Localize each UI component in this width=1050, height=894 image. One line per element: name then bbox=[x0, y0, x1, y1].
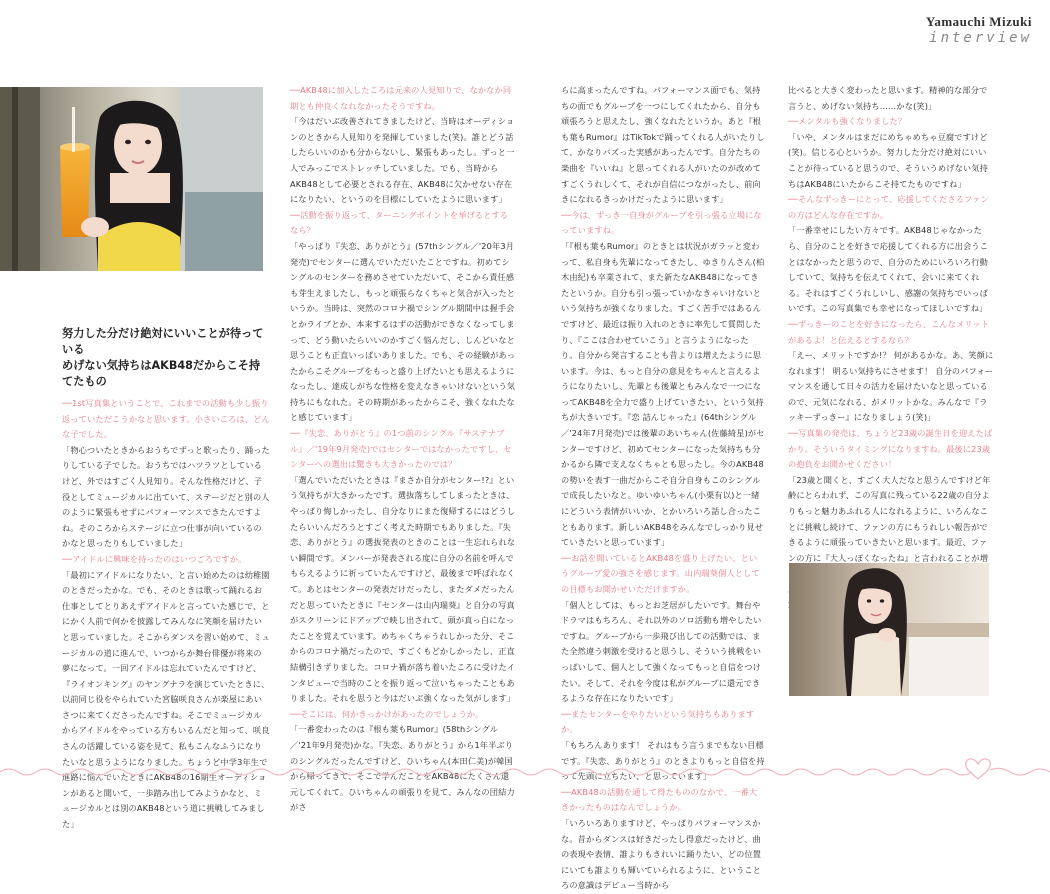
question: ──『失恋、ありがとう』の1つ前のシングル『サステナブル』／'19年9月発売)ではセンターではなかったですし、センターへの選出は驚きも大きかったのでは？ bbox=[290, 428, 512, 470]
answer: 「えー、メリットですか!？ 何があるかな。あ、笑顔になれます！ 明るい気持ちにさせます！ 自分のパフォーマンスを通して日々の活力を届けたいなと思っているので、元気になれる、がメリットかな。みんなで『ラッキーずっきー』になりましょう(笑)」 bbox=[788, 350, 994, 423]
question: ──お話を聞いているとAKB48を盛り上げたい、というグループ愛の強さを感じます。山内瑞葵個人としての目標もお聞かせいただけますか。 bbox=[561, 552, 760, 594]
answer: 「いや、メンタルはまだにめちゃめちゃ豆腐ですけど(笑)。信じる心というか。努力した分だけ絶対にいいことが待っていると思うので、そういうめげない気持ちはAKB48にいたからこそ持てたものですね」 bbox=[788, 131, 988, 189]
answer: 比べると大きく変わったと思います。精神的な部分で言うと、めげない気持ち……かな(笑)」 bbox=[788, 85, 988, 111]
column-1 bbox=[62, 326, 270, 830]
question: ──写真集の発売は、ちょうど23歳の誕生日を迎えたばかり。そういうタイミングになりますね。最後に23歳の抱負をお聞かせください！ bbox=[788, 428, 993, 470]
answer: らに高まったんですね。パフォーマンス面でも、気持ちの面でもグループを一つにしてくれたから、自分も頑張ろうと思えたし、強くなれたというか。あと『根も葉もRumor』はTikTokで踊ってくれる人がいたりして、かなりバズった実感があったんです。自分たちの楽曲を『いいね』と思ってくれる人がいたのが改めてすごくうれしくて、それが自信につながったし、前向きになれるきっかけだったように思います」 bbox=[561, 85, 765, 205]
question: ──アイドルに興味を持ったのはいつごろですか。 bbox=[62, 553, 247, 564]
headline-line-1: 努力した分だけ絶対にいいことが待っている bbox=[62, 327, 264, 356]
answer: 「最初にアイドルになりたい、と言い始めたのは幼稚園のときだったかな。でも、そのときは歌って踊れるお仕事としてとりあえずアイドルと言っていた感じで、とにかく人前で何かを披露してみんなに笑顔を届けたいと思っていました。そこからダンスを習い始めて、ミュージカルの道に進んで、いつからか舞台俳優が将来の夢になって。一回アイドルは忘れていたんですけど、『ライオンキング』のヤングナラを演じていたときに、以前同じ役をやられていた宮脇咲良さんが楽屋にあいさつに来てくださったんですね。そこでミュージカルからアイドルをやっている方もいるんだと知って、咲良さんの活躍している姿を見て、私もこんなふうになりたいなと思うようになりました。ちょうど中学3年生で進路に悩んでいたときにAKB48の16期生オーディションがあると聞いて、一歩踏み出してみようかなと、ミュージカルとは別のAKB48という道に挑戦してみました」 bbox=[62, 569, 270, 830]
column-4 bbox=[788, 83, 994, 563]
question: ──活動を振り返って、ターニングポイントを挙げるとするなら？ bbox=[290, 209, 509, 236]
header-section: interview bbox=[929, 30, 1032, 46]
headline-line-2: めげない気持ちはAKB48だからこそ持てたもの bbox=[62, 359, 261, 388]
heart-icon bbox=[966, 759, 991, 779]
question: ──メンタルも強くなりました？ bbox=[788, 116, 907, 127]
question: ──そんなずっきーにとって、応援してくださるファンの方はどんな存在ですか。 bbox=[788, 194, 989, 220]
question: ──そこには、何かきっかけがあったのでしょうか。 bbox=[290, 708, 484, 719]
bedroom-photo bbox=[789, 563, 989, 696]
column-2 bbox=[290, 83, 516, 813]
question: ──AKB48の活動を通して得たもののなかで、一番大きかったものはなんでしょうか。 bbox=[561, 786, 758, 813]
answer: 「一番変わったのは『根も葉もRumor』(58thシングル／'21年9月発売)かな。『失恋、ありがとう』から1年半ぶりのシングルだったんですけど、ひいちゃん(本田仁美)が韓国から帰ってきて、そこで学んだことをAKB48にたくさん還元してくれて。ひいちゃんの頑張りを見て、みんなの団結力がさ bbox=[290, 724, 515, 813]
answer: 「選んでいただいたときは『まさか自分がセンター!?』という気持ちが大きかったです。選抜落ちしてしまったときは、やっぱり悔しかったし、自分なりにまた復帰するにはどうしたらいいんだろうとすごく考えた時期でもありました。『失恋、ありがとう』の選抜発表のときのことは一生忘れられない瞬間です。メンバーが発表される度に自分の名前を呼んでもらえるように祈っていたんですけど、最後まで呼ばれなくて。あとはセンターの発表だけだったし、またダメだったんだと思っていたときに『センターは山内瑞葵』と自分の写真がスクリーンにドアップで映し出されて、頭が真っ白になったことを覚えています。めちゃくちゃうれしかった分、そこからのコロナ禍だったので、すごくもどかしかったし、正直結構引きずりました。コロナ禍が落ち着いたころに受けたインタビューで当時のことを振り返って泣いちゃったこともありました。それを思うと今はだいぶ強くなった気がします」 bbox=[290, 474, 516, 704]
portrait-photo bbox=[0, 87, 263, 271]
answer: 「物心ついたときからおうちでずっと歌ったり、踊ったりしている子でした。おうちではハツラツとしているけど、外ではすごく人見知り。そんな性格だけど、子役としてミュージカルに出ていて、ステージだと別の人のように緊張もせずにパフォーマンスできたんですよね。そのころからステージに立つ仕事が向いているのかなと思ったりもしていました」 bbox=[62, 444, 270, 549]
answer: 「やっぱり『失恋、ありがとう』(57thシングル／'20年3月発売)でセンターに選んでいただいたことですね。初めてシングルのセンターを務めさせていただいて、そこから責任感も芽生えましたし、もっと頑張らなくちゃと気合が入ったというか。当時は、突然のコロナ禍でシングル期間中は握手会とかライブとか、本来するはずの活動ができなくなってしまって、どう動いたらいいのかすごく悩んだし、しんどいなと思うことも正直いっぱいありました。でも、その経験があったからこそグループをもっと盛り上げたいとも思えるようになったし、達成しがちな性格を変えなきゃいけないという気持ちにもなれた。その時期があったからこそ、強くなれたなと感じています」 bbox=[290, 240, 516, 423]
answer: 「『根も葉もRumor』のときとは状況がガラッと変わって、私自身も先輩になってきたし、ゆきりんさん(柏木由紀)も卒業されて、また新たなAKB48になってきたというか。自分も引っ張っていかなきゃいけないという気持ちが強くなりました。すごく苦手ではあるんですけど、最近は振り入れのときに率先して質問したり、『ここは合わせていこう』と言うようになったり。自分から発言することも昔よりは増えたように思います。今は、もっと自分の意見をちゃんと言えるようになりたいし、先輩とも後輩ともみんなで一つになってAKB48を全力で盛り上げていきたい、という気持ちが大きいです。『恋 詰んじゃった』(64thシングル／'24年7月発売)では後輩のあいちゃん(佐藤綺星)がセンターですけど、初めてセンターになった気持ちも分かるから隣で支えなくちゃとも思ったし。今のAKB48の勢いを表す一曲だからこそ自分自身もこのシングルで成長したいなと。ゆいゆいちゃん(小栗有以)と一緒にどういう表情がいいか、とかいろいろ話し合ったこともあります。新しいAKB48をみんなでしっかり見せていきたいと思っています」 bbox=[561, 240, 765, 548]
answer: 「一番幸せにしたい方々です。AKB48じゃなかったら、自分のことを好きで応援してくれる方に出会うことはなかったと思うので、自分のためにいろいろ行動していて、気持ちを伝えてくれて、会いに来てくれる。それはすごくうれしいし、感謝の気持ちでいっぱいです。この写真集でも幸せになってほしいですね」 bbox=[788, 225, 989, 314]
answer: 「いろいろありますけど、やっぱりパフォーマンスかな。昔からダンスは好きだったし得意だったけど、曲の表現や表情、誰よりもきれいに踊りたい、どの位置にいても誰よりも輝いていられるように、ということろの意識はデビュー当時から bbox=[561, 817, 762, 891]
answer: 「今はだいぶ改善されてきましたけど、当時はオーディションのときから人見知りを発揮していました(笑)。誰とどう話したらいいのかも分からないし、緊張もあったし。ずっと一人でみっこでストレッチしていました。でも、当時からAKB48として必要とされる存在、AKB48に欠かせない存在になりたい、というのを目標にしていたように思います」 bbox=[290, 116, 515, 205]
question: ──AKB48に加入したころは元来の人見知りで、なかなか同期とも仲良くなれなかったそうですね。 bbox=[290, 85, 512, 111]
answer: 「23歳と聞くと、すごく大人だなと思うんですけど年齢にとらわれず、この写真に残っている22歳の自分よりもっと魅力あふれる人になれるように、いろんなことに挑戦し続けて、ファンの方にもうれしい報告ができるように頑張っていきたいと思います。最近、ファンの方に『大人っぽくなったね』と言われることが増 bbox=[788, 474, 991, 563]
question: ──今は、ずっき一自身がグループを引っ張る立場になっていますね。 bbox=[561, 209, 762, 236]
headline bbox=[62, 326, 270, 390]
question: ──1st写真集ということで、これまでの活動も少し振り返っていただこうかなと思います。小さいころは、どんな子でした。 bbox=[62, 398, 270, 440]
column-3 bbox=[561, 83, 765, 891]
footer-wave bbox=[0, 752, 1050, 786]
question: ──ずっきーのことを好きになったら、こんなメリットがあるよ！と伝えるとするなら？ bbox=[788, 318, 990, 345]
header-name: Yamauchi Mizuki bbox=[925, 14, 1032, 29]
question: ──またセンターをやりたいという気持ちもありますか。 bbox=[561, 708, 755, 735]
answer: 「個人としては、もっとお芝居がしたいです。舞台やドラマはもちろん、それ以外のソロ活動も増やしたいですね。グループから一歩飛び出しての活動では、また全然違う刺激を受けると思うし、そういう挑戦をいっぱいして、個人として強くなってもっと自信をつけたい。そして、それを今度は私がグループに還元できるような存在になりたいです」 bbox=[561, 599, 762, 704]
answer: 「もちろんあります！ それはもう言うまでもない目標です。『失恋、ありがとう』のときよりもっと自信を持って先頭に立ちたい、と思っています」 bbox=[561, 739, 765, 782]
